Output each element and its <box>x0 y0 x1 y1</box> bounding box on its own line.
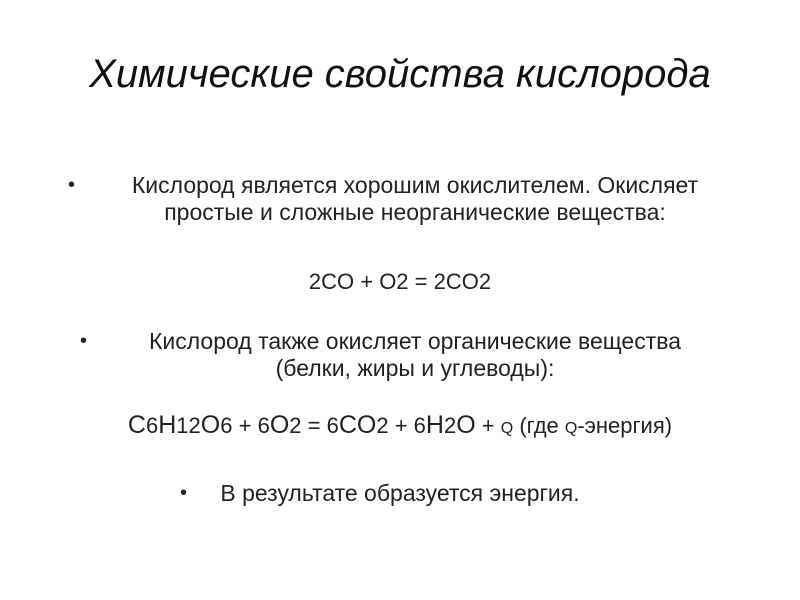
bullet-dot: • <box>80 330 88 352</box>
energy-q: Q <box>500 420 514 437</box>
equation-glucose-oxidation <box>0 410 800 444</box>
glucose-h-index: 12 <box>176 413 201 438</box>
co2-symbol: CO <box>338 411 377 439</box>
glucose-c: C <box>127 411 146 439</box>
bullet-energy <box>150 480 650 507</box>
equation-carbon-monoxide: 2CO + O2 = 2CO2 <box>308 269 492 294</box>
bullet-line: Кислород также окисляет органические вещества <box>149 328 681 354</box>
energy-note-open: (где <box>513 413 565 438</box>
energy-note-rest: -энергия) <box>577 413 673 438</box>
water-h-index: 2 <box>443 413 457 438</box>
bullet-line: простые и сложные неорганические вещества: <box>164 199 666 225</box>
water-coefficient: 6 <box>413 413 426 438</box>
plus-sign: + <box>232 413 258 438</box>
oxygen-index: 2 <box>289 413 302 438</box>
bullet-organic <box>70 328 760 382</box>
equals-sign: = <box>301 413 327 438</box>
bullet-line: Кислород является хорошим окислителем. Окисляет <box>131 172 699 198</box>
plus-sign: + <box>475 413 501 438</box>
glucose-o: O <box>200 411 221 439</box>
glucose-c-index: 6 <box>145 413 159 438</box>
bullet-line: В результате образуется энергия. <box>220 480 580 506</box>
slide-title: Химические свойства кислорода <box>89 52 711 96</box>
co2-index: 2 <box>376 413 389 438</box>
glucose-h: H <box>158 411 177 439</box>
water-h: H <box>425 411 444 439</box>
oxygen-symbol: O <box>269 411 290 439</box>
bullet-oxidizer <box>70 172 760 226</box>
glucose-o-index: 6 <box>220 413 233 438</box>
plus-sign: + <box>388 413 414 438</box>
bullet-line: (белки, жиры и углеводы): <box>275 355 555 381</box>
bullet-dot: • <box>68 174 76 196</box>
co2-coefficient: 6 <box>326 413 339 438</box>
energy-q-note: Q <box>564 420 578 437</box>
oxygen-coefficient: 6 <box>257 413 270 438</box>
water-o: O <box>456 411 476 439</box>
bullet-dot: • <box>180 482 188 504</box>
